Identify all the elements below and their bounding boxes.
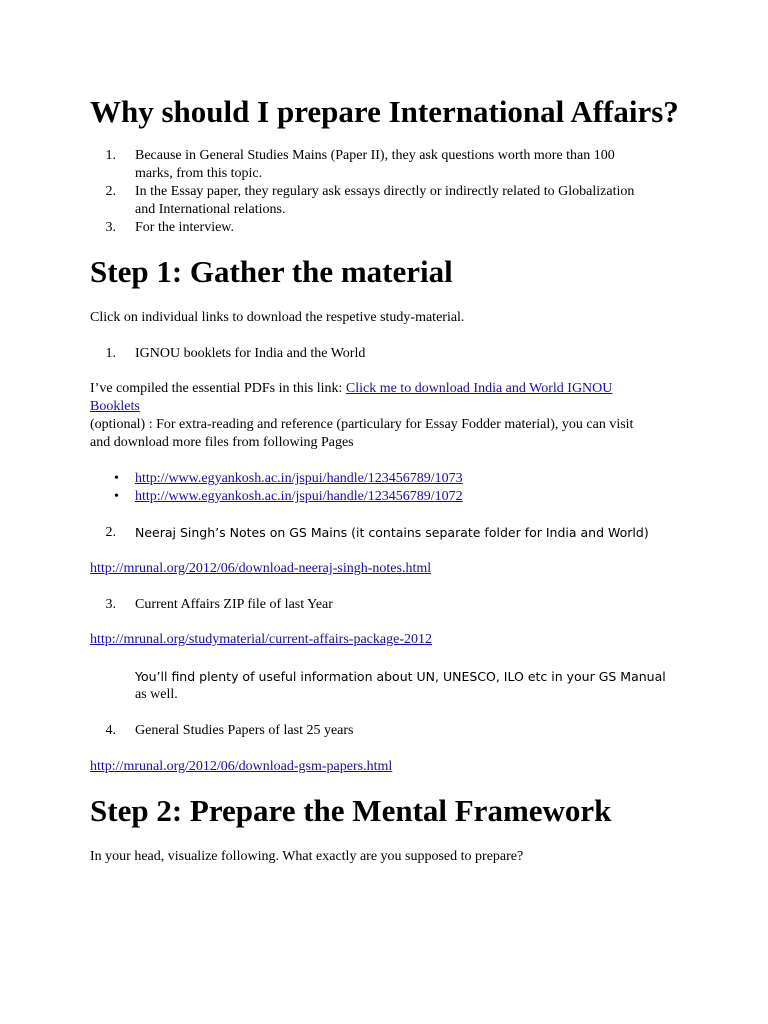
reason-2-number: 2. bbox=[105, 184, 116, 199]
note-line2: as well. bbox=[135, 687, 178, 702]
item-1-number: 1. bbox=[105, 346, 116, 361]
reason-2-line2: and International relations. bbox=[135, 202, 286, 217]
closing-text: In your head, visualize following. What exactly are you supposed to prepare? bbox=[90, 849, 524, 864]
item-4-number: 4. bbox=[105, 723, 116, 738]
egyankosh-link-1072[interactable]: http://www.egyankosh.ac.in/jspui/handle/123456789/1072 bbox=[135, 489, 463, 504]
current-affairs-link[interactable]: http://mrunal.org/studymaterial/current-affairs-package-2012 bbox=[90, 632, 432, 647]
bullet-dot: • bbox=[114, 489, 119, 504]
item-4-text: General Studies Papers of last 25 years bbox=[135, 723, 354, 738]
optional-line1: (optional) : For extra-reading and reference (particulary for Essay Fodder material), you can visit bbox=[90, 417, 634, 432]
reason-1-number: 1. bbox=[105, 148, 116, 163]
heading-why-prepare: Why should I prepare International Affairs? bbox=[90, 94, 679, 129]
reason-3-line1: For the interview. bbox=[135, 220, 235, 235]
note-line1: You’ll find plenty of useful information about UN, UNESCO, ILO etc in your GS Manual bbox=[135, 669, 666, 684]
reason-1-line1: Because in General Studies Mains (Paper II), they ask questions worth more than 100 bbox=[135, 148, 615, 163]
neeraj-singh-notes-link[interactable]: http://mrunal.org/2012/06/download-neeraj-singh-notes.html bbox=[90, 561, 432, 576]
item-3-text: Current Affairs ZIP file of last Year bbox=[135, 597, 333, 612]
compiled-text bbox=[90, 380, 612, 398]
ignou-booklets-link-cont[interactable]: Booklets bbox=[90, 399, 140, 414]
compiled-prefix: I’ve compiled the essential PDFs in this link: bbox=[90, 381, 346, 396]
egyankosh-link-1073[interactable]: http://www.egyankosh.ac.in/jspui/handle/123456789/1073 bbox=[135, 471, 463, 486]
heading-step-2: Step 2: Prepare the Mental Framework bbox=[90, 793, 612, 828]
item-2-number: 2. bbox=[105, 525, 116, 540]
reason-1-line2: marks, from this topic. bbox=[135, 166, 263, 181]
bullet-dot: • bbox=[114, 471, 119, 486]
ignou-booklets-link[interactable]: Click me to download India and World IGNOU bbox=[345, 381, 613, 396]
item-3-number: 3. bbox=[105, 597, 116, 612]
heading-step-1: Step 1: Gather the material bbox=[90, 254, 453, 289]
gsm-papers-link[interactable]: http://mrunal.org/2012/06/download-gsm-papers.html bbox=[90, 759, 393, 774]
intro-text: Click on individual links to download the respetive study-material. bbox=[90, 310, 465, 325]
item-2-text: Neeraj Singh’s Notes on GS Mains (it contains separate folder for India and World) bbox=[135, 525, 649, 540]
reason-2-line1: In the Essay paper, they regulary ask essays directly or indirectly related to Globalization bbox=[135, 184, 635, 199]
item-1-text: IGNOU booklets for India and the World bbox=[135, 346, 366, 361]
optional-line2: and download more files from following Pages bbox=[90, 435, 354, 450]
reason-3-number: 3. bbox=[105, 220, 116, 235]
